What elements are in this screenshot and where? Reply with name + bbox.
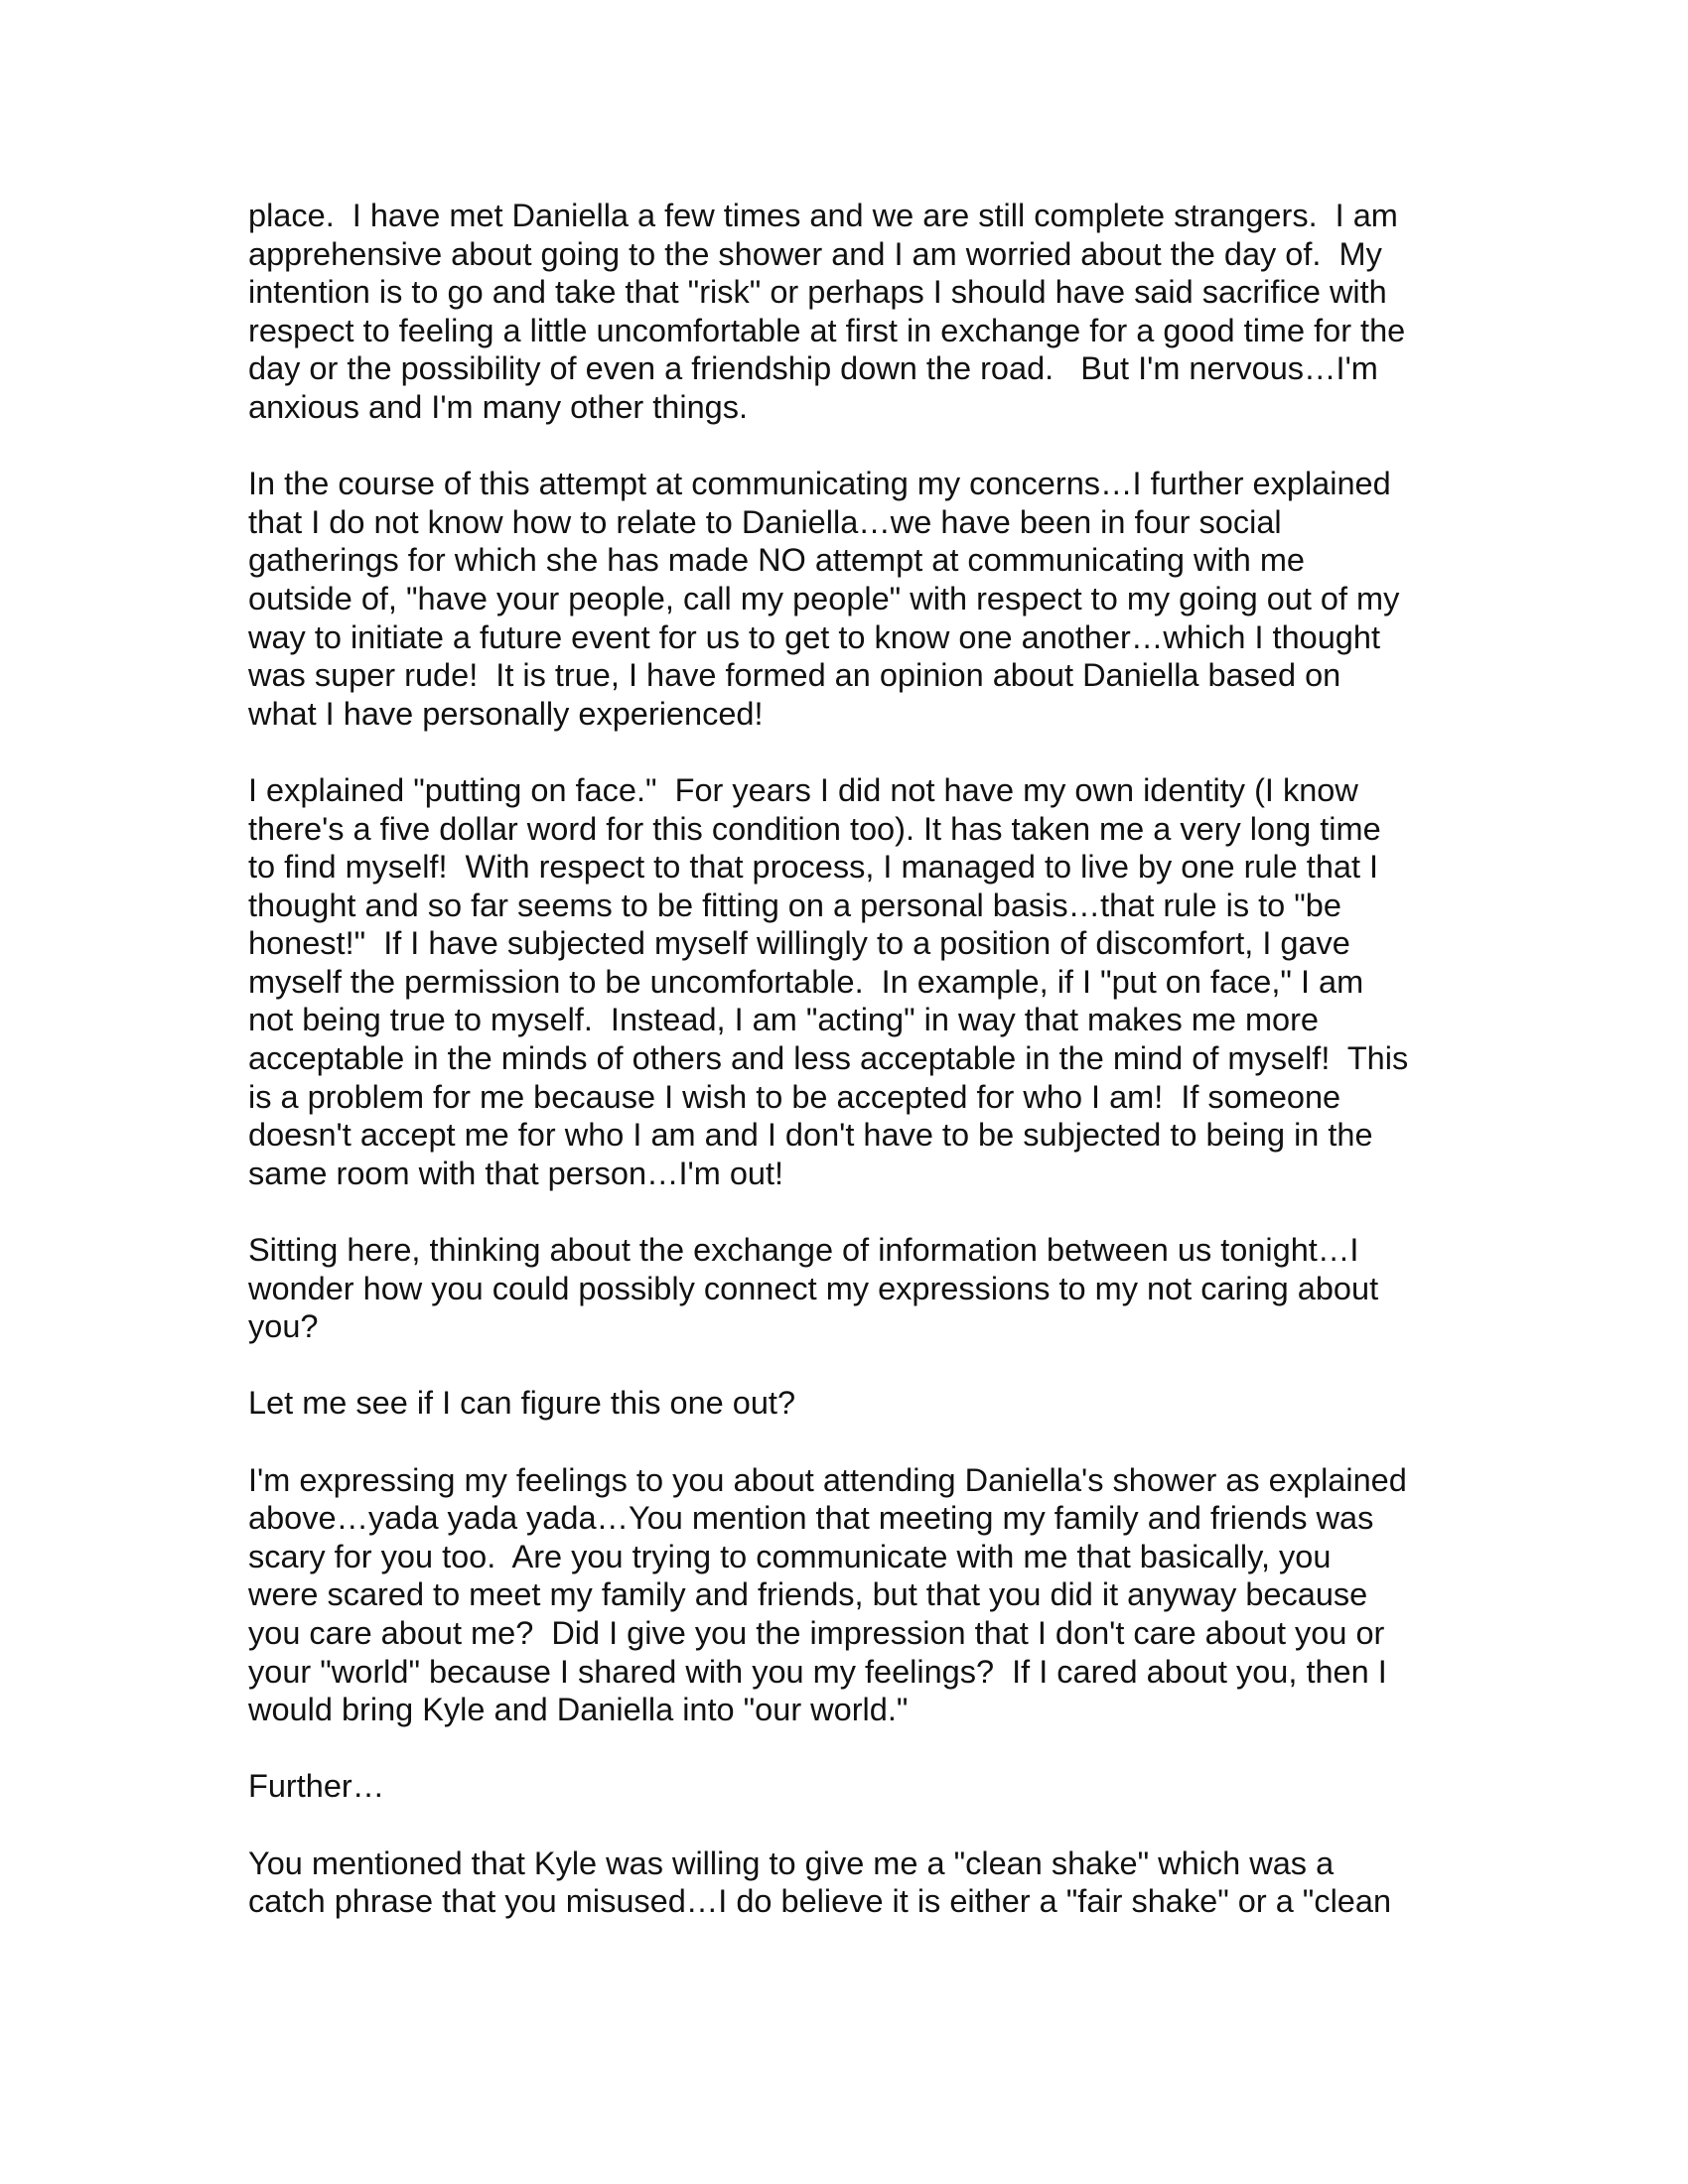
text-line: that I do not know how to relate to Daniella…we have been in four social xyxy=(248,503,1282,540)
paragraph xyxy=(248,1461,1460,1729)
text-line: way to initiate a future event for us to get to know one another…which I thought xyxy=(248,618,1380,655)
document-body xyxy=(248,197,1460,1921)
text-line: Further… xyxy=(248,1768,385,1805)
text-line: day or the possibility of even a friendship down the road. But I'm nervous…I'm xyxy=(248,350,1378,387)
paragraph xyxy=(248,1767,1460,1806)
text-line: You mentioned that Kyle was willing to give me a "clean shake" which was a xyxy=(248,1844,1335,1881)
text-line: there's a five dollar word for this condition too). It has taken me a very long time xyxy=(248,810,1381,847)
text-line: would bring Kyle and Daniella into "our world." xyxy=(248,1692,909,1728)
text-line: was super rude! It is true, I have formed an opinion about Daniella based on xyxy=(248,657,1341,694)
paragraph-spacer xyxy=(248,1192,1460,1231)
text-line: scary for you too. Are you trying to communicate with me that basically, you xyxy=(248,1538,1332,1574)
text-line: you? xyxy=(248,1308,319,1345)
text-line: not being true to myself. Instead, I am "acting" in way that makes me more xyxy=(248,1002,1320,1038)
text-line: to find myself! With respect to that process, I managed to live by one rule that I xyxy=(248,849,1379,886)
paragraph xyxy=(248,1384,1460,1423)
paragraph-spacer xyxy=(248,427,1460,466)
text-line: Let me see if I can figure this one out? xyxy=(248,1385,796,1422)
text-line: outside of, "have your people, call my people" with respect to my going out of my xyxy=(248,580,1400,616)
text-line: same room with that person…I'm out! xyxy=(248,1155,784,1191)
text-line: intention is to go and take that "risk" or perhaps I should have said sacrifice with xyxy=(248,274,1387,311)
text-line: what I have personally experienced! xyxy=(248,695,764,732)
text-line: acceptable in the minds of others and less acceptable in the mind of myself! This xyxy=(248,1040,1409,1077)
text-line: wonder how you could possibly connect my expressions to my not caring about xyxy=(248,1270,1379,1306)
paragraph-spacer xyxy=(248,1346,1460,1385)
paragraph xyxy=(248,771,1460,1193)
paragraph-spacer xyxy=(248,733,1460,771)
text-line: respect to feeling a little uncomfortable at first in exchange for a good time for the xyxy=(248,312,1406,348)
text-line: your "world" because I shared with you my feelings? If I cared about you, then I xyxy=(248,1653,1387,1690)
text-line: I explained "putting on face." For years I did not have my own identity (I know xyxy=(248,771,1358,808)
paragraph xyxy=(248,197,1460,427)
text-line: you care about me? Did I give you the impression that I don't care about you or xyxy=(248,1614,1385,1651)
text-line: were scared to meet my family and friends, but that you did it anyway because xyxy=(248,1576,1368,1613)
text-line: doesn't accept me for who I am and I don't have to be subjected to being in the xyxy=(248,1117,1373,1154)
paragraph xyxy=(248,465,1460,733)
text-line: gatherings for which she has made NO attempt at communicating with me xyxy=(248,542,1305,579)
text-line: myself the permission to be uncomfortable. In example, if I "put on face," I am xyxy=(248,963,1364,1000)
paragraph xyxy=(248,1231,1460,1346)
text-line: place. I have met Daniella a few times and we are still complete strangers. I am xyxy=(248,198,1398,233)
text-line: In the course of this attempt at communicating my concerns…I further explained xyxy=(248,466,1391,502)
paragraph-spacer xyxy=(248,1806,1460,1844)
paragraph xyxy=(248,1844,1460,1921)
text-line: I'm expressing my feelings to you about attending Daniella's shower as explained xyxy=(248,1461,1407,1498)
text-line: apprehensive about going to the shower and I am worried about the day of. My xyxy=(248,235,1382,272)
text-line: Sitting here, thinking about the exchange of information between us tonight…I xyxy=(248,1232,1359,1269)
text-line: above…yada yada yada…You mention that meeting my family and friends was xyxy=(248,1500,1374,1537)
text-line: anxious and I'm many other things. xyxy=(248,388,749,425)
text-line: catch phrase that you misused…I do believe it is either a "fair shake" or a "clean xyxy=(248,1883,1392,1920)
paragraph-spacer xyxy=(248,1423,1460,1461)
text-line: is a problem for me because I wish to be accepted for who I am! If someone xyxy=(248,1078,1341,1115)
text-line: thought and so far seems to be fitting on a personal basis…that rule is to "be xyxy=(248,887,1341,923)
paragraph-spacer xyxy=(248,1729,1460,1768)
text-line: honest!" If I have subjected myself willingly to a position of discomfort, I gave xyxy=(248,925,1350,962)
